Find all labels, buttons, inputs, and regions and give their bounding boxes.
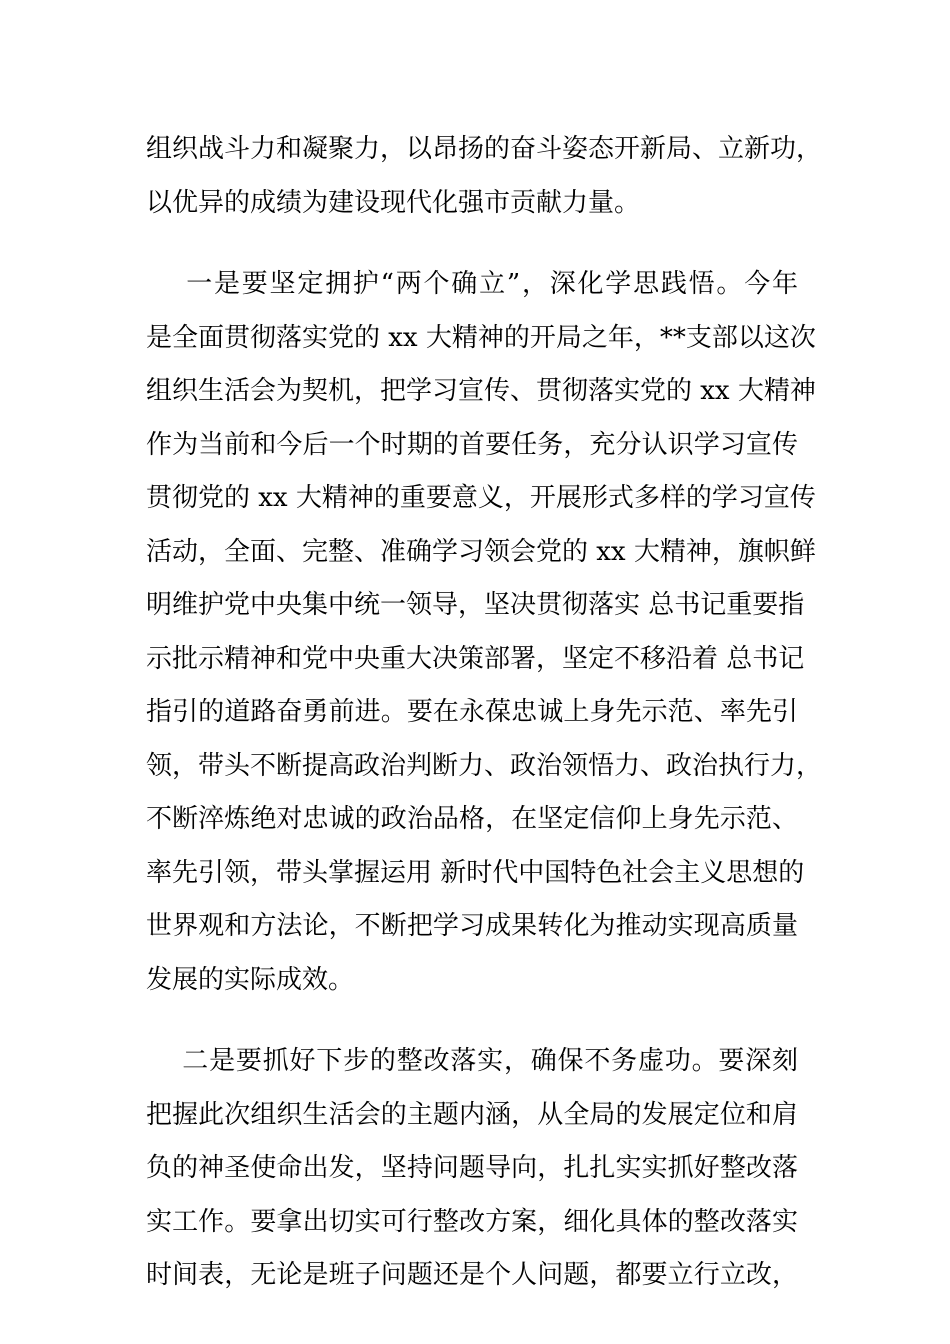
text-line: 组织战斗力和凝聚力，以昂扬的奋斗姿态开新局、立新功，: [146, 134, 823, 164]
document-body: [146, 126, 823, 1306]
text-line: 领，带头不断提高政治判断力、政治领悟力、政治执行力，: [146, 750, 823, 781]
text-line: 以优异的成绩为建设现代化强市贡献力量。: [146, 187, 641, 218]
text-line: 活动，全面、完整、准确学习领会党的 xx 大精神，旗帜鲜: [146, 536, 816, 567]
text-line: 实工作。要拿出切实可行整改方案，细化具体的整改落实: [146, 1206, 798, 1237]
text-line: 一是要坚定拥护“两个确立”，深化学思践悟。今年: [146, 269, 798, 299]
paragraph-3: [146, 1038, 798, 1306]
paragraph-spacing: [146, 1010, 798, 1038]
paragraph-1: [146, 126, 823, 233]
text-line: 明维护党中央集中统一领导，坚决贯彻落实 总书记重要指: [146, 590, 805, 620]
paragraph-2: [146, 261, 823, 1010]
paragraph-spacing: [146, 233, 798, 261]
text-line: 时间表，无论是班子问题还是个人问题，都要立行立改，: [146, 1260, 798, 1290]
text-line: 作为当前和今后一个时期的首要任务，充分认识学习宣传: [146, 429, 798, 460]
text-line: 世界观和方法论，不断把学习成果转化为推动实现高质量: [146, 911, 798, 941]
text-line: 发展的实际成效。: [146, 964, 355, 995]
text-line: 是全面贯彻落实党的 xx 大精神的开局之年，**支部以这次: [146, 322, 816, 353]
text-line: 示批示精神和党中央重大决策部署，坚定不移沿着 总书记: [146, 643, 805, 674]
text-line: 负的神圣使命出发，坚持问题导向，扎扎实实抓好整改落: [146, 1153, 798, 1183]
text-line: 指引的道路奋勇前进。要在永葆忠诚上身先示范、率先引: [146, 697, 798, 727]
text-line: 贯彻党的 xx 大精神的重要意义，开展形式多样的学习宣传: [146, 483, 816, 513]
text-line: 把握此次组织生活会的主题内涵，从全局的发展定位和肩: [146, 1099, 798, 1130]
text-line: 率先引领，带头掌握运用 新时代中国特色社会主义思想的: [146, 857, 805, 888]
text-line: 二是要抓好下步的整改落实，确保不务虚功。要深刻: [146, 1046, 798, 1076]
text-line: 不断淬炼绝对忠诚的政治品格，在坚定信仰上身先示范、: [146, 804, 798, 834]
text-line: 组织生活会为契机，把学习宣传、贯彻落实党的 xx 大精神: [146, 376, 816, 406]
